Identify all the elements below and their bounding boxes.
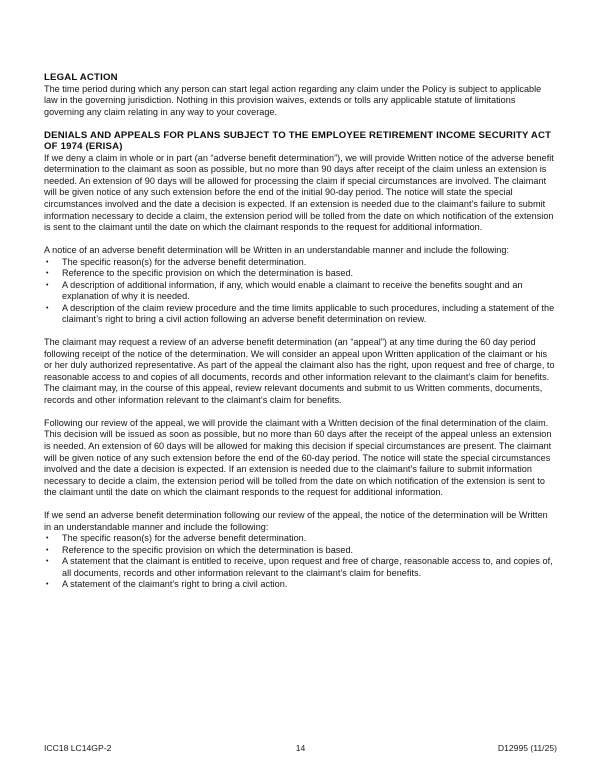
bullet-icon: • [46, 270, 49, 278]
list-item-label: A statement of the claimant’s right to bring a civil action. [62, 579, 288, 590]
list-item [44, 579, 557, 591]
paragraph-appeal-review-decision: Following our review of the appeal, we will provide the claimant with a Written decision of the final determination of the claim. This decision will be issued as soon as possible, but no more than 60 days after the receipt of the appeal unless an extension is needed. An extension of 60 days will be allowed for making this decision if special circumstances are present. The claimant will be given notice of any such extension before the end of the 60-day period. The notice will state the special circumstances involved and the date a decision is expected. If an extension is needed due to the claimant’s failure to submit information necessary to decide a claim, the extension period will be tolled from the date on which notification of the extension is sent to the claimant until the date on which the claimant responds to the request for additional information. [44, 417, 552, 498]
paragraph-spacer [44, 499, 557, 510]
notice-contents-list [44, 257, 557, 326]
list-item-label: The specific reason(s) for the adverse benefit determination. [62, 533, 307, 544]
bullet-icon: • [46, 535, 49, 543]
appeal-determination-contents-list [44, 533, 557, 591]
footer-page-number: 14 [295, 743, 306, 753]
paragraph-notice-contents-intro: A notice of an adverse benefit determination will be Written in an understandable manner and include the following: [44, 245, 510, 256]
list-item [44, 556, 557, 579]
document-body [44, 72, 557, 591]
paragraph-spacer [44, 234, 557, 245]
bullet-icon: • [46, 258, 49, 266]
list-item-label: A description of the claim review procedure and the time limits applicable to such procedures, including a statement of the claimant’s right to bring a civil action following an adverse benefit determination on review. [62, 302, 555, 325]
list-item-label: Reference to the specific provision on which the determination is based. [62, 268, 354, 279]
footer-form-number: ICC18 LC14GP-2 [44, 743, 112, 753]
paragraph-spacer [44, 326, 557, 337]
section-heading-denials-and-appeals: DENIALS AND APPEALS FOR PLANS SUBJECT TO THE EMPLOYEE RETIREMENT INCOME SECURITY ACT OF 1974 (ERISA) [44, 129, 552, 153]
list-item-label: A statement that the claimant is entitled to receive, upon request and free of charge, reasonable access to, and copies of, all documents, records and other information relevant to the claimant’s claim for benefits. [62, 556, 553, 578]
list-item-label: Reference to the specific provision on which the determination is based. [62, 544, 354, 555]
section-heading-legal-action: LEGAL ACTION [44, 72, 118, 83]
list-item [44, 257, 557, 269]
bullet-icon: • [46, 546, 49, 554]
bullet-icon: • [46, 281, 49, 289]
list-item [44, 533, 557, 545]
list-item-label: The specific reason(s) for the adverse benefit determination. [62, 256, 307, 267]
paragraph-spacer [44, 118, 557, 129]
bullet-icon: • [46, 304, 49, 312]
list-item-label: A description of additional information, if any, which would enable a claimant to receive the benefits sought and an explanation of why it is needed. [62, 279, 523, 302]
paragraph-legal-action: The time period during which any person can start legal action regarding any claim under the Policy is subject to applicable law in the governing jurisdiction. Nothing in this provision waives, extends or tolls any applicable statute of limitations governing any claim relating in any way to your coverage. [44, 83, 542, 117]
footer-document-code: D12995 (11/25) [497, 743, 557, 753]
bullet-icon: • [46, 558, 49, 566]
paragraph-appeal-determination-intro: If we send an adverse benefit determination following our review of the appeal, the notice of the determination will be Written in an understandable manner and include the following: [44, 510, 548, 532]
list-item [44, 280, 557, 303]
paragraph-appeal-request: The claimant may request a review of an adverse benefit determination (an “appeal”) at any time during the 60 day period following receipt of the notice of the determination. We will consider an appeal upon Written application of the claimant or his or her duly authorized representative. As part of the appeal the claimant also has the right, upon request and free of charge, to reasonable access to and copies of all documents, records and other information relevant to the claimant’s claim for benefits. The claimant may, in the course of this appeal, review relevant documents and submit to us Written comments, documents, records and other information relevant to the claimant’s claim for benefits. [44, 337, 555, 405]
list-item [44, 303, 557, 326]
bullet-icon: • [46, 581, 49, 589]
page-footer [44, 741, 557, 755]
paragraph-spacer [44, 407, 557, 418]
paragraph-adverse-benefit-determination-notice: If we deny a claim in whole or in part (an “adverse benefit determination”), we will provide Written notice of the adverse benefit determination to the claimant as soon as possible, but no more than 90 days after receipt of the claim unless an extension is needed. An extension of 90 days will be allowed for processing the claim if special circumstances are involved. The claimant will be given notice of any such extension before the end of the initial 90-day period. The notice will state the special circumstances involved and the date a decision is expected. If an extension is needed due to the claimant’s failure to submit information necessary to decide a claim, the extension period will be tolled from the date on which notification of the extension is sent to the claimant until the date on which the claimant responds to the request for additional information. [44, 152, 554, 233]
list-item [44, 268, 557, 280]
list-item [44, 545, 557, 557]
